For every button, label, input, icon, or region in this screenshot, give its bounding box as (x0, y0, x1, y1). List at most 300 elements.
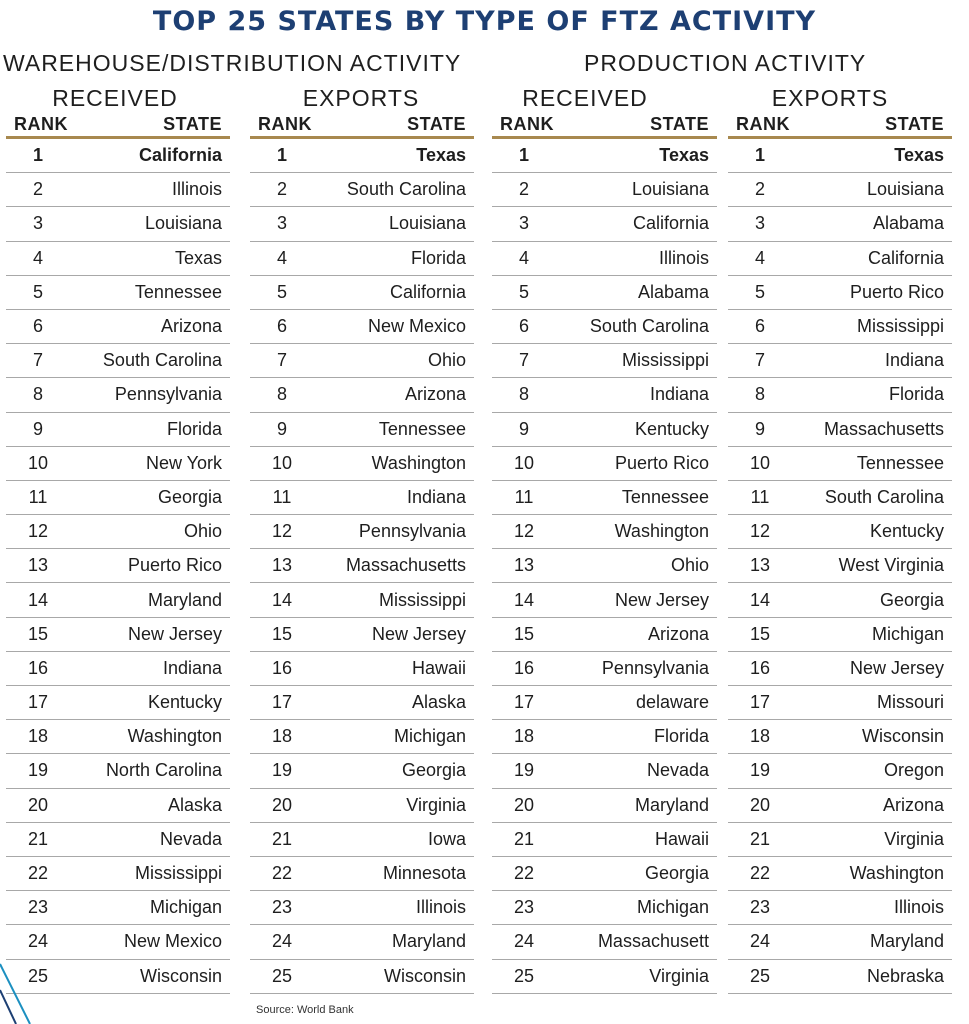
table-row (728, 378, 952, 412)
rank-cell: 9 (32, 418, 43, 439)
rank-cell: 22 (271, 863, 293, 884)
rank-cell: 16 (27, 657, 49, 678)
rank-cell: 19 (513, 760, 535, 781)
state-cell: Georgia (644, 863, 709, 884)
state-cell: South Carolina (346, 179, 466, 200)
table-row (250, 447, 474, 481)
rank-cell: 5 (754, 281, 765, 302)
state-cell: Florida (166, 418, 222, 439)
state-cell: Arizona (882, 794, 944, 815)
table-row (492, 344, 717, 378)
rank-cell: 1 (276, 145, 287, 166)
rank-cell: 9 (754, 418, 765, 439)
table-row (728, 925, 952, 959)
rank-cell: 16 (271, 657, 293, 678)
table-row (6, 857, 230, 891)
rank-cell: 24 (27, 931, 49, 952)
rank-cell: 14 (749, 589, 771, 610)
table-row (492, 549, 717, 583)
state-cell: Washington (371, 452, 466, 473)
table-rows (250, 139, 474, 994)
table-row (250, 481, 474, 515)
state-cell: Arizona (160, 316, 222, 337)
rank-cell: 9 (518, 418, 529, 439)
state-cell: South Carolina (102, 350, 222, 371)
group-title-production: PRODUCTION ACTIVITY (584, 50, 867, 76)
state-cell: Mississippi (856, 316, 944, 337)
table-row (492, 891, 717, 925)
state-cell: Texas (174, 247, 222, 268)
state-cell: Kentucky (147, 692, 222, 713)
state-cell: Ohio (427, 350, 466, 371)
rank-cell: 1 (754, 145, 765, 166)
table-row (6, 686, 230, 720)
table-row (250, 857, 474, 891)
rank-header: RANK (500, 113, 554, 134)
state-cell: Hawaii (411, 657, 466, 678)
rank-cell: 22 (749, 863, 771, 884)
rank-cell: 8 (276, 384, 287, 405)
decorative-line (0, 964, 30, 1024)
state-cell: California (867, 247, 944, 268)
rank-cell: 10 (27, 452, 49, 473)
table-row (6, 481, 230, 515)
state-cell: Virginia (884, 828, 944, 849)
rank-cell: 12 (749, 521, 771, 542)
rank-cell: 9 (276, 418, 287, 439)
table-rows (6, 139, 230, 994)
rank-cell: 17 (749, 692, 771, 713)
state-cell: Mississippi (134, 863, 222, 884)
rank-cell: 23 (27, 897, 49, 918)
rank-cell: 4 (276, 247, 287, 268)
rank-cell: 23 (271, 897, 293, 918)
rank-cell: 2 (276, 179, 287, 200)
table-row (250, 891, 474, 925)
state-cell: delaware (635, 692, 709, 713)
table-row (250, 960, 474, 994)
rank-cell: 15 (27, 623, 49, 644)
state-cell: California (138, 145, 222, 166)
table-row (728, 789, 952, 823)
rank-cell: 18 (513, 726, 535, 747)
table-3-subtitle: RECEIVED (522, 85, 648, 111)
rank-cell: 15 (513, 623, 535, 644)
table-header (492, 112, 717, 139)
table-row (6, 173, 230, 207)
rank-cell: 1 (518, 145, 529, 166)
state-cell: Illinois (658, 247, 709, 268)
table-row (728, 720, 952, 754)
state-cell: Ohio (670, 555, 709, 576)
rank-cell: 25 (27, 965, 49, 986)
state-cell: Washington (127, 726, 222, 747)
table-row (250, 139, 474, 173)
table-row (250, 173, 474, 207)
state-cell: Wisconsin (383, 965, 466, 986)
rank-cell: 21 (271, 828, 293, 849)
table-row (6, 515, 230, 549)
table-row (728, 207, 952, 241)
table-production-received (492, 112, 717, 994)
table-row (728, 515, 952, 549)
state-cell: Massachusetts (345, 555, 466, 576)
state-cell: Maryland (147, 589, 222, 610)
rank-cell: 6 (32, 316, 43, 337)
rank-cell: 18 (271, 726, 293, 747)
state-cell: Alaska (411, 692, 466, 713)
table-row (728, 857, 952, 891)
state-cell: Wisconsin (139, 965, 222, 986)
state-cell: Texas (659, 145, 709, 166)
table-row (728, 891, 952, 925)
state-cell: Arizona (404, 384, 466, 405)
table-row (250, 823, 474, 857)
page-title: TOP 25 STATES BY TYPE OF FTZ ACTIVITY (152, 6, 817, 37)
rank-cell: 20 (27, 794, 49, 815)
state-cell: Alabama (637, 281, 709, 302)
table-row (250, 789, 474, 823)
rank-cell: 2 (754, 179, 765, 200)
rank-cell: 1 (32, 145, 43, 166)
state-cell: Mississippi (621, 350, 709, 371)
state-cell: Puerto Rico (849, 281, 944, 302)
rank-cell: 3 (518, 213, 529, 234)
table-row (6, 447, 230, 481)
rank-cell: 2 (518, 179, 529, 200)
table-row (728, 823, 952, 857)
rank-cell: 6 (518, 316, 529, 337)
table-row (492, 413, 717, 447)
rank-cell: 13 (513, 555, 535, 576)
state-cell: Maryland (634, 794, 709, 815)
table-row (492, 720, 717, 754)
state-cell: Tennessee (856, 452, 944, 473)
state-cell: Tennessee (378, 418, 466, 439)
state-cell: Nebraska (866, 965, 944, 986)
table-row (250, 549, 474, 583)
state-cell: Louisiana (144, 213, 222, 234)
state-cell: Alabama (872, 213, 944, 234)
rank-cell: 24 (513, 931, 535, 952)
table-row (492, 960, 717, 994)
state-header: STATE (885, 113, 944, 134)
state-cell: New Jersey (371, 623, 466, 644)
rank-cell: 7 (518, 350, 529, 371)
rank-cell: 24 (749, 931, 771, 952)
table-row (728, 413, 952, 447)
state-cell: Nevada (646, 760, 709, 781)
state-cell: California (389, 281, 466, 302)
table-row (6, 549, 230, 583)
rank-cell: 10 (271, 452, 293, 473)
rank-cell: 19 (271, 760, 293, 781)
state-cell: Wisconsin (861, 726, 944, 747)
state-cell: New Jersey (127, 623, 222, 644)
table-rows (492, 139, 717, 994)
decorative-lines (0, 950, 60, 1024)
state-cell: Washington (849, 863, 944, 884)
table-header (728, 112, 952, 139)
rank-cell: 12 (513, 521, 535, 542)
state-cell: New Jersey (849, 657, 944, 678)
state-cell: Indiana (649, 384, 709, 405)
rank-cell: 5 (518, 281, 529, 302)
state-cell: Florida (888, 384, 944, 405)
state-cell: Puerto Rico (614, 452, 709, 473)
table-row (728, 549, 952, 583)
table-row (492, 823, 717, 857)
rank-cell: 4 (32, 247, 43, 268)
table-row (250, 344, 474, 378)
rank-cell: 21 (27, 828, 49, 849)
state-cell: Mississippi (378, 589, 466, 610)
table-row (6, 720, 230, 754)
table-row (6, 754, 230, 788)
table-row (728, 344, 952, 378)
rank-cell: 4 (754, 247, 765, 268)
rank-cell: 11 (28, 486, 48, 507)
rank-cell: 3 (276, 213, 287, 234)
rank-cell: 8 (32, 384, 43, 405)
table-row (728, 960, 952, 994)
table-warehouse-received (6, 112, 230, 994)
state-cell: Florida (653, 726, 709, 747)
table-row (6, 139, 230, 173)
table-row (250, 413, 474, 447)
table-row (492, 447, 717, 481)
rank-cell: 11 (272, 486, 292, 507)
state-cell: New York (145, 452, 222, 473)
table-row (6, 583, 230, 617)
state-cell: New Mexico (367, 316, 466, 337)
rank-cell: 11 (514, 486, 534, 507)
rank-cell: 20 (749, 794, 771, 815)
rank-cell: 16 (513, 657, 535, 678)
rank-cell: 13 (749, 555, 771, 576)
state-cell: Michigan (149, 897, 222, 918)
rank-cell: 5 (32, 281, 43, 302)
table-row (728, 618, 952, 652)
state-cell: Pennsylvania (114, 384, 222, 405)
table-row (250, 207, 474, 241)
table-row (492, 686, 717, 720)
rank-cell: 15 (749, 623, 771, 644)
state-cell: Michigan (871, 623, 944, 644)
table-production-exports (728, 112, 952, 994)
table-row (6, 891, 230, 925)
state-cell: Illinois (893, 897, 944, 918)
rank-header: RANK (736, 113, 790, 134)
table-row (6, 310, 230, 344)
table-warehouse-exports (250, 112, 474, 994)
rank-cell: 23 (749, 897, 771, 918)
rank-cell: 14 (27, 589, 49, 610)
table-row (728, 583, 952, 617)
state-cell: Washington (614, 521, 709, 542)
state-cell: California (632, 213, 709, 234)
state-cell: Maryland (869, 931, 944, 952)
state-cell: Georgia (401, 760, 466, 781)
table-row (492, 481, 717, 515)
table-row (728, 447, 952, 481)
rank-cell: 12 (27, 521, 49, 542)
rank-cell: 15 (271, 623, 293, 644)
rank-cell: 18 (27, 726, 49, 747)
table-row (250, 686, 474, 720)
table-4-subtitle: EXPORTS (771, 85, 889, 111)
state-cell: Kentucky (634, 418, 709, 439)
state-header: STATE (407, 113, 466, 134)
state-cell: Tennessee (621, 486, 709, 507)
rank-cell: 19 (27, 760, 49, 781)
decorative-line (0, 990, 16, 1024)
table-row (728, 686, 952, 720)
table-row (250, 276, 474, 310)
table-row (250, 754, 474, 788)
rank-cell: 7 (276, 350, 287, 371)
table-row (492, 754, 717, 788)
state-cell: Georgia (879, 589, 944, 610)
state-cell: Alaska (167, 794, 222, 815)
state-cell: Florida (410, 247, 466, 268)
rank-cell: 6 (276, 316, 287, 337)
state-header: STATE (163, 113, 222, 134)
state-cell: Ohio (183, 521, 222, 542)
state-cell: Texas (894, 145, 944, 166)
table-header (250, 112, 474, 139)
state-cell: Indiana (162, 657, 222, 678)
state-cell: Louisiana (388, 213, 466, 234)
table-row (492, 925, 717, 959)
table-row (728, 276, 952, 310)
rank-cell: 21 (749, 828, 771, 849)
table-row (250, 618, 474, 652)
state-cell: Louisiana (866, 179, 944, 200)
rank-cell: 24 (271, 931, 293, 952)
state-cell: South Carolina (589, 316, 709, 337)
state-cell: Indiana (406, 486, 466, 507)
table-row (492, 618, 717, 652)
rank-cell: 3 (754, 213, 765, 234)
group-title-warehouse: WAREHOUSE/DISTRIBUTION ACTIVITY (3, 50, 462, 76)
rank-cell: 8 (518, 384, 529, 405)
rank-cell: 25 (749, 965, 771, 986)
table-row (250, 310, 474, 344)
state-cell: Michigan (393, 726, 466, 747)
table-row (250, 378, 474, 412)
table-row (6, 652, 230, 686)
table-row (6, 276, 230, 310)
table-row (492, 139, 717, 173)
table-row (250, 720, 474, 754)
state-cell: South Carolina (824, 486, 944, 507)
table-row (6, 413, 230, 447)
rank-cell: 3 (32, 213, 43, 234)
rank-cell: 23 (513, 897, 535, 918)
state-cell: Illinois (171, 179, 222, 200)
state-cell: Nevada (159, 828, 222, 849)
rank-cell: 2 (32, 179, 43, 200)
rank-header: RANK (258, 113, 312, 134)
state-cell: Virginia (406, 794, 466, 815)
table-row (728, 173, 952, 207)
state-cell: Minnesota (382, 863, 466, 884)
table-row (250, 583, 474, 617)
rank-cell: 13 (271, 555, 293, 576)
state-cell: Iowa (427, 828, 466, 849)
state-cell: Oregon (883, 760, 944, 781)
state-cell: Hawaii (654, 828, 709, 849)
rank-cell: 17 (27, 692, 49, 713)
rank-header: RANK (14, 113, 68, 134)
table-row (6, 207, 230, 241)
state-cell: Missouri (876, 692, 944, 713)
state-cell: Pennsylvania (358, 521, 466, 542)
rank-cell: 17 (513, 692, 535, 713)
table-row (492, 515, 717, 549)
table-row (250, 515, 474, 549)
table-row (6, 823, 230, 857)
state-cell: Puerto Rico (127, 555, 222, 576)
state-cell: New Mexico (123, 931, 222, 952)
state-cell: Indiana (884, 350, 944, 371)
rank-cell: 6 (754, 316, 765, 337)
table-row (728, 310, 952, 344)
table-row (728, 481, 952, 515)
state-cell: Massachusetts (823, 418, 944, 439)
rank-cell: 25 (513, 965, 535, 986)
table-row (492, 857, 717, 891)
rank-cell: 16 (749, 657, 771, 678)
table-2-subtitle: EXPORTS (302, 85, 420, 111)
rank-cell: 19 (749, 760, 771, 781)
rank-cell: 7 (32, 350, 43, 371)
table-header (6, 112, 230, 139)
state-cell: West Virginia (838, 555, 944, 576)
state-cell: New Jersey (614, 589, 709, 610)
table-row (250, 242, 474, 276)
state-cell: North Carolina (105, 760, 222, 781)
table-row (728, 652, 952, 686)
rank-cell: 18 (749, 726, 771, 747)
state-cell: Virginia (649, 965, 709, 986)
table-row (250, 652, 474, 686)
table-row (728, 139, 952, 173)
rank-cell: 13 (27, 555, 49, 576)
table-row (492, 378, 717, 412)
table-row (492, 652, 717, 686)
state-cell: Louisiana (631, 179, 709, 200)
table-1-subtitle: RECEIVED (52, 85, 178, 111)
rank-cell: 4 (518, 247, 529, 268)
rank-cell: 22 (27, 863, 49, 884)
table-row (728, 242, 952, 276)
table-row (6, 378, 230, 412)
rank-cell: 25 (271, 965, 293, 986)
state-cell: Michigan (636, 897, 709, 918)
state-cell: Kentucky (869, 521, 944, 542)
table-row (492, 173, 717, 207)
table-row (6, 789, 230, 823)
table-row (728, 754, 952, 788)
source-note: Source: World Bank (256, 1004, 354, 1016)
rank-cell: 17 (271, 692, 293, 713)
rank-cell: 8 (754, 384, 765, 405)
table-row (492, 310, 717, 344)
rank-cell: 14 (513, 589, 535, 610)
state-cell: Massachusett (597, 931, 709, 952)
